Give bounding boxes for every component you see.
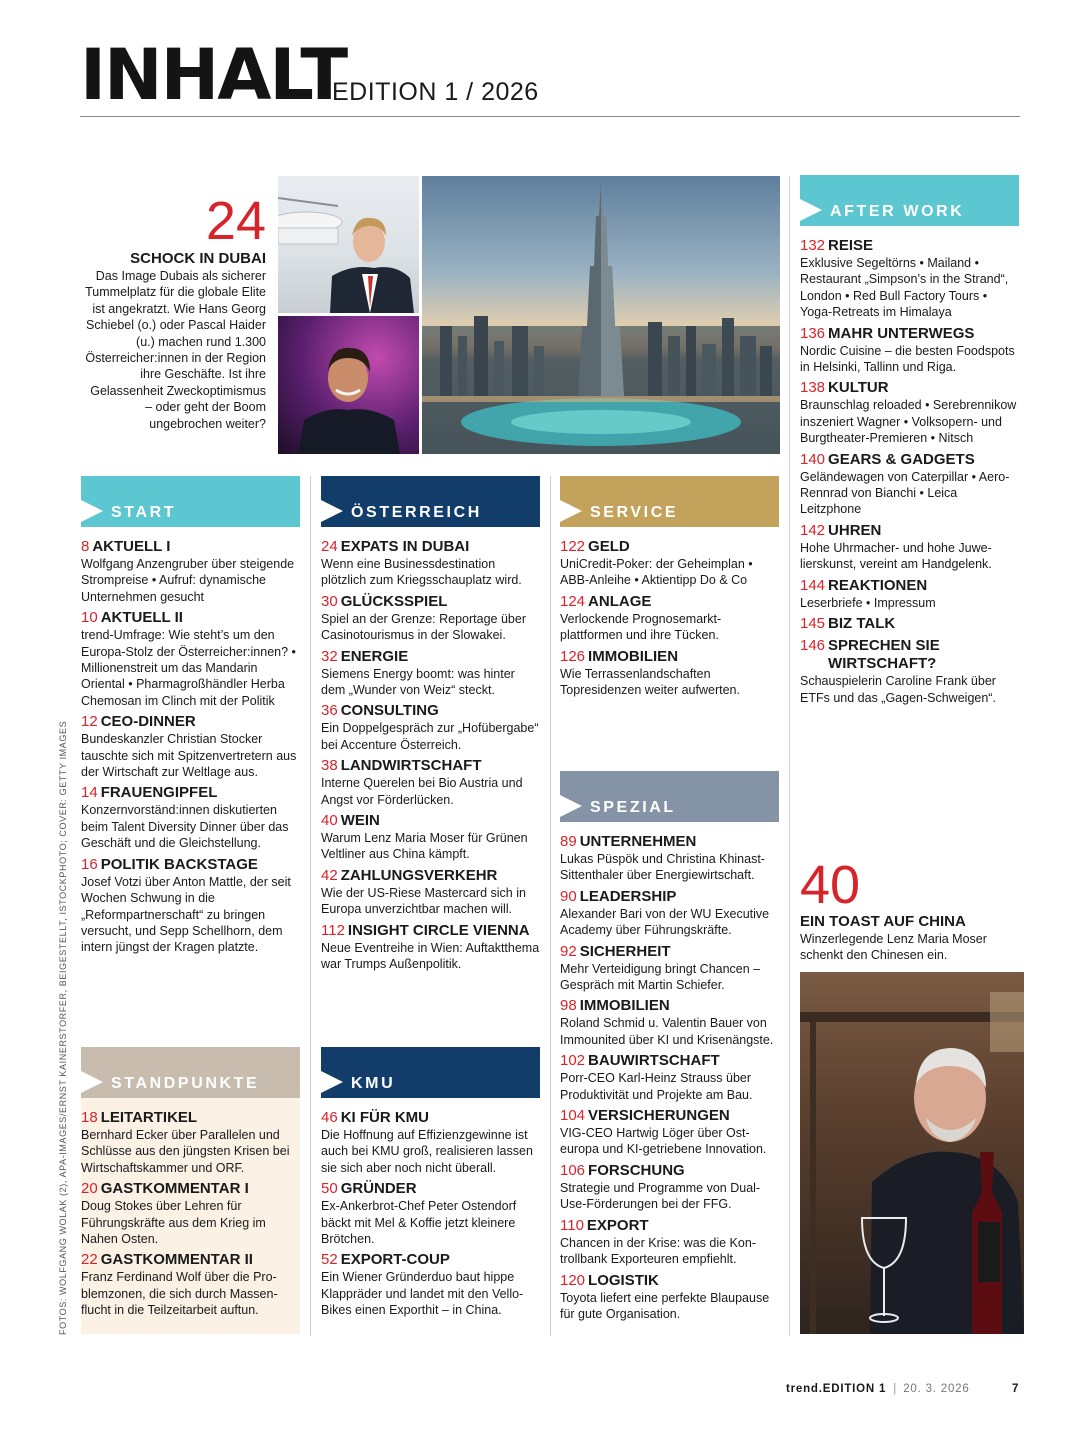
entry-description: Leserbriefe • Impressum bbox=[800, 595, 936, 610]
entry-page: 38 bbox=[321, 757, 338, 775]
toc-entry[interactable] bbox=[800, 637, 1019, 706]
entry-title: GASTKOMMENTAR II bbox=[100, 1251, 253, 1269]
toc-entry[interactable] bbox=[800, 379, 1019, 446]
arrow-right-icon bbox=[321, 500, 343, 522]
entry-description: Ein Wiener Gründerduo baut hippe Klappräder und landet mit den Vello-Bikes einen Exporthit – in China. bbox=[321, 1270, 524, 1318]
entry-description: Wolfgang Anzengruber über steigende Strompreise • Aufruf: dynamische Unternehmen gesucht bbox=[81, 557, 295, 604]
entry-title: CEO-DINNER bbox=[100, 713, 196, 731]
entry-page: 24 bbox=[321, 538, 338, 555]
entry-title: CONSULTING bbox=[340, 702, 439, 720]
entry-description: Alexander Bari von der WU Executive Academy über Führungskräfte. bbox=[560, 906, 770, 938]
section-service bbox=[560, 476, 779, 698]
page-title: INHALT bbox=[80, 34, 347, 116]
entry-page: 146 bbox=[800, 637, 826, 655]
toc-entry[interactable] bbox=[81, 609, 300, 709]
entry-title: SPRECHEN SIE WIRTSCHAFT? bbox=[828, 637, 940, 673]
entry-page: 122 bbox=[560, 538, 586, 555]
section-label: ÖSTERREICH bbox=[351, 504, 482, 521]
entry-description: Wenn eine Businessdestination plötzlich zum Kriegsschauplatz wird. bbox=[321, 557, 522, 588]
entry-title: INSIGHT CIRCLE VIENNA bbox=[347, 921, 530, 939]
toc-entry[interactable] bbox=[321, 757, 540, 808]
entry-title: EXPORT-COUP bbox=[340, 1251, 450, 1269]
entry-title: IMMOBILIEN bbox=[579, 997, 670, 1015]
entry-title: POLITIK BACKSTAGE bbox=[100, 855, 258, 873]
toc-entry[interactable] bbox=[81, 1109, 300, 1176]
entry-title: FORSCHUNG bbox=[588, 1161, 685, 1179]
arrow-right-icon bbox=[81, 500, 103, 522]
toc-entry[interactable] bbox=[321, 1109, 540, 1176]
entry-description: Porr-CEO Karl-Heinz Strauss über Produktivität und Projekte am Bau. bbox=[560, 1071, 753, 1102]
entry-title: REAKTIONEN bbox=[828, 576, 928, 594]
toc-entry[interactable] bbox=[560, 648, 779, 699]
dubai-skyline-photo bbox=[422, 176, 780, 454]
entry-title: GEARS & GADGETS bbox=[828, 450, 975, 468]
entry-page: 90 bbox=[560, 887, 577, 905]
entry-description: Ein Doppelgespräch zur „Hofübergabe“ bei Accenture Österreich. bbox=[321, 721, 539, 752]
section-header-standpunkte bbox=[81, 1047, 300, 1098]
entry-title: BIZ TALK bbox=[828, 615, 896, 633]
arrow-right-icon bbox=[560, 795, 582, 817]
section-label: STANDPUNKTE bbox=[111, 1075, 260, 1092]
entry-title: LEITARTIKEL bbox=[100, 1109, 198, 1126]
entry-title: UHREN bbox=[828, 521, 882, 539]
toc-entry[interactable] bbox=[800, 577, 1019, 611]
toc-entry[interactable] bbox=[81, 713, 300, 780]
entry-description: Mehr Verteidigung bringt Chancen – Gespräch mit Martin Schiefer. bbox=[560, 961, 761, 993]
person-portrait-icon bbox=[278, 316, 419, 454]
toc-entry[interactable] bbox=[560, 1107, 779, 1158]
entry-title: REISE bbox=[828, 237, 874, 254]
winemaker-photo bbox=[800, 972, 1024, 1334]
entry-page: 18 bbox=[81, 1109, 98, 1126]
person-portrait-icon bbox=[800, 972, 1024, 1334]
entry-page: 42 bbox=[321, 866, 338, 884]
entry-title: KI FÜR KMU bbox=[340, 1109, 430, 1126]
toc-entry[interactable] bbox=[800, 237, 1019, 321]
toc-entry[interactable] bbox=[560, 593, 779, 644]
toc-entry[interactable] bbox=[560, 1052, 779, 1103]
toc-entry[interactable] bbox=[800, 615, 1019, 633]
entry-description: VIG-CEO Hartwig Löger über Osteuropa und KI-getriebene Innovation. bbox=[560, 1126, 767, 1157]
entry-description: Strategie und Programme von Dual-Use-Förderungen bei der FFG. bbox=[560, 1180, 761, 1212]
entry-description: Wie Terrassenlandschaften Topresidenzen weiter aufwerten. bbox=[560, 666, 740, 698]
lead-story-page: 24 bbox=[205, 191, 266, 251]
entry-description: Geländewagen von Caterpillar • Aero-Rennrad von Bianchi • Leica Leitzphone bbox=[800, 469, 1010, 517]
lead-story-title: SCHOCK IN DUBAI bbox=[130, 250, 266, 267]
entry-description: Braunschlag reloaded • Serebrennikow inszeniert Wagner • Volksopern- und Burgtheater-Premieren • Nitsch bbox=[800, 398, 1017, 446]
arrow-right-icon bbox=[800, 199, 822, 221]
entry-title: IMMOBILIEN bbox=[588, 647, 679, 665]
entry-title: MAHR UNTERWEGS bbox=[828, 324, 975, 342]
entry-page: 89 bbox=[560, 833, 577, 850]
entry-page: 138 bbox=[800, 379, 826, 397]
toc-entry[interactable] bbox=[800, 325, 1019, 376]
entry-page: 14 bbox=[81, 784, 98, 802]
toc-entry[interactable] bbox=[321, 1180, 540, 1247]
entry-description: Konzernvorständ:innen diskutierten beim Talent Diversity Dinner über das Geschäft und die Gleichstellung. bbox=[81, 803, 289, 851]
toc-entry[interactable] bbox=[81, 538, 300, 605]
entry-page: 145 bbox=[800, 615, 826, 633]
entry-title: BAUWIRTSCHAFT bbox=[588, 1052, 720, 1070]
entry-title: SICHERHEIT bbox=[579, 942, 671, 960]
toc-entry[interactable] bbox=[321, 593, 540, 644]
toc-entry[interactable] bbox=[321, 922, 540, 973]
entry-description: Schauspielerin Caroline Frank über ETFs und das „Gagen-Schweigen“. bbox=[800, 674, 996, 705]
entry-description: Die Hoffnung auf Effizienzgewinne ist auch bei KMU groß, realisieren lassen sie sich aber noch nicht überall. bbox=[321, 1128, 533, 1175]
entry-page: 126 bbox=[560, 647, 586, 665]
entry-description: Toyota liefert eine perfekte Blaupause für gute Organisation. bbox=[560, 1290, 770, 1321]
section-label: SERVICE bbox=[590, 504, 679, 521]
section-label: KMU bbox=[351, 1075, 396, 1092]
entry-title: AKTUELL II bbox=[100, 609, 183, 627]
entry-title: LEADERSHIP bbox=[579, 887, 677, 905]
section-spezial bbox=[560, 771, 779, 1322]
lead-story[interactable] bbox=[80, 191, 266, 432]
toc-entry[interactable] bbox=[321, 702, 540, 753]
entry-title: GASTKOMMENTAR I bbox=[100, 1180, 249, 1198]
entry-page: 10 bbox=[81, 609, 98, 627]
entry-page: 120 bbox=[560, 1271, 586, 1289]
entry-description: Roland Schmid u. Valentin Bauer von Immounited über KI und Krisenängste. bbox=[560, 1016, 774, 1047]
entry-page: 102 bbox=[560, 1052, 586, 1070]
entry-description: Neue Eventreihe in Wien: Auftaktthema war Trumps Außenpolitik. bbox=[321, 940, 540, 972]
skyline-icon bbox=[422, 176, 780, 454]
toc-entry[interactable] bbox=[321, 538, 540, 589]
toc-entry[interactable] bbox=[560, 833, 779, 884]
toc-entry[interactable] bbox=[560, 1272, 779, 1323]
entry-page: 136 bbox=[800, 324, 826, 342]
entry-description: Hohe Uhrmacher- und hohe Juwelierskunst, vereint am Handgelenk. bbox=[800, 540, 992, 572]
entry-title: ENERGIE bbox=[340, 647, 409, 665]
toc-entry[interactable] bbox=[560, 1162, 779, 1213]
entry-page: 20 bbox=[81, 1180, 98, 1198]
entry-page: 8 bbox=[81, 538, 90, 555]
entry-description: Bernhard Ecker über Parallelen und Schlüsse aus den jüngsten Krisen bei Wirtschaftskammer und ORF. bbox=[81, 1128, 290, 1175]
section-label: AFTER WORK bbox=[830, 203, 965, 220]
toc-entry[interactable] bbox=[81, 856, 300, 956]
section-header-start bbox=[81, 476, 300, 527]
entry-description: Siemens Energy boomt: was hinter dem „Wunder von Weiz“ steckt. bbox=[321, 666, 515, 698]
section-label: SPEZIAL bbox=[590, 799, 676, 816]
entry-description: Josef Votzi über Anton Mattle, der seit Wochen Schwung in die „Reformpartnerschaft“ zu bringen versucht, und Sepp Schellhorn, dem intern jüngst der Kragen platzte. bbox=[81, 874, 291, 955]
toc-entry[interactable] bbox=[560, 997, 779, 1048]
photo-credit: FOTOS: WOLFGANG WOLAK (2), APA-IMAGES/ERNST KAINERSTORFER, BEIGESTELLT, ISTOCKPHOTO; COVER: GETTY IMAGES bbox=[58, 720, 68, 1335]
entry-title: UNTERNEHMEN bbox=[579, 833, 697, 850]
entry-page: 142 bbox=[800, 521, 826, 539]
column-divider bbox=[550, 476, 551, 1336]
header-divider bbox=[80, 116, 1020, 117]
toc-entry[interactable] bbox=[81, 784, 300, 851]
portrait-photo-schiebel bbox=[278, 176, 419, 313]
entry-title: GRÜNDER bbox=[340, 1180, 417, 1198]
entry-description: Franz Ferdinand Wolf über die Problemzonen, die sich durch Massenflucht in die Teilzeitarbeit auftun. bbox=[81, 1270, 278, 1318]
page-footer bbox=[786, 1383, 970, 1395]
entry-description: Warum Lenz Maria Moser für Grünen Veltliner aus China kämpft. bbox=[321, 831, 528, 862]
entry-title: LANDWIRTSCHAFT bbox=[340, 757, 482, 775]
toc-entry[interactable] bbox=[800, 451, 1019, 518]
entry-page: 98 bbox=[560, 997, 577, 1015]
entry-description: Spiel an der Grenze: Reportage über Casinotourismus in der Slowakei. bbox=[321, 611, 526, 643]
entry-page: 106 bbox=[560, 1161, 586, 1179]
entry-page: 12 bbox=[81, 713, 98, 731]
entry-description: Nordic Cuisine – die besten Foodspots in Helsinki, Tallinn und Riga. bbox=[800, 343, 1015, 375]
toc-entry[interactable] bbox=[560, 538, 779, 589]
footer-separator: | bbox=[893, 1383, 897, 1395]
arrow-right-icon bbox=[81, 1071, 103, 1093]
toc-entry[interactable] bbox=[81, 1180, 300, 1247]
person-portrait-icon bbox=[278, 176, 419, 313]
footer-date: 20. 3. 2026 bbox=[903, 1383, 970, 1395]
entry-page: 104 bbox=[560, 1107, 586, 1125]
section-start bbox=[81, 476, 300, 956]
feature-story-description: Winzerlegende Lenz Maria Moser schenkt den Chinesen ein. bbox=[800, 932, 987, 963]
entry-title: GLÜCKSSPIEL bbox=[340, 592, 448, 610]
footer-brand: trend.EDITION 1 bbox=[786, 1383, 887, 1395]
feature-story-title: EIN TOAST AUF CHINA bbox=[800, 913, 966, 930]
entry-description: Exklusive Segeltörns • Mailand • Restaurant „Simpson’s in the Strand“, London • Red Bull Factory Tours • Yoga-Retreats im Himalaya bbox=[800, 256, 1009, 320]
entry-page: 30 bbox=[321, 592, 338, 610]
section-header-kmu bbox=[321, 1047, 540, 1098]
entry-title: ZAHLUNGSVERKEHR bbox=[340, 866, 498, 884]
section-oesterreich bbox=[321, 476, 540, 973]
toc-entry[interactable] bbox=[560, 943, 779, 994]
entry-page: 52 bbox=[321, 1251, 338, 1269]
entry-title: EXPORT bbox=[586, 1216, 649, 1234]
entry-title: GELD bbox=[588, 538, 630, 555]
toc-entry[interactable] bbox=[800, 522, 1019, 573]
entry-page: 140 bbox=[800, 450, 826, 468]
portrait-photo-haider bbox=[278, 316, 419, 454]
section-kmu bbox=[321, 1047, 540, 1319]
section-after-work bbox=[800, 175, 1019, 706]
lead-story-description: Das Image Dubais als sicherer Tummelplatz für die globale Elite ist angekratzt. Wie Hans Georg Schiebel (o.) oder Pascal Haider (u.) machen rund 1.300 Österreicher:innen in der Region ihre Geschäfte. Ist ihre Gelassenheit Zweckoptimismus – oder geht der Boom ungebrochen weiter? bbox=[85, 269, 266, 431]
entry-page: 144 bbox=[800, 576, 826, 594]
entry-page: 40 bbox=[321, 812, 338, 830]
entry-title: WEIN bbox=[340, 812, 380, 830]
entry-page: 36 bbox=[321, 702, 338, 720]
entry-page: 46 bbox=[321, 1109, 338, 1126]
entry-title: FRAUENGIPFEL bbox=[100, 784, 218, 802]
entry-page: 32 bbox=[321, 647, 338, 665]
entry-page: 132 bbox=[800, 237, 826, 254]
entry-page: 22 bbox=[81, 1251, 98, 1269]
entry-description: Doug Stokes über Lehren für Führungskräfte aus dem Krieg im Nahen Osten. bbox=[81, 1199, 266, 1247]
feature-story-page: 40 bbox=[800, 855, 861, 915]
entry-page: 92 bbox=[560, 942, 577, 960]
toc-entry[interactable] bbox=[321, 1251, 540, 1318]
toc-entry[interactable] bbox=[81, 1251, 300, 1318]
toc-entry[interactable] bbox=[321, 648, 540, 699]
entry-title: AKTUELL I bbox=[92, 538, 171, 555]
column-divider bbox=[310, 476, 311, 1336]
entry-page: 112 bbox=[321, 921, 345, 939]
entry-title: EXPATS IN DUBAI bbox=[340, 538, 470, 555]
entry-title: ANLAGE bbox=[588, 592, 652, 610]
entry-page: 50 bbox=[321, 1180, 338, 1198]
entry-title: LOGISTIK bbox=[588, 1271, 659, 1289]
entry-page: 110 bbox=[560, 1216, 584, 1234]
edition-label: EDITION 1 / 2026 bbox=[332, 78, 539, 106]
section-header-oesterreich bbox=[321, 476, 540, 527]
entry-description: Chancen in der Krise: was die Kontrollbank Exporteuren empfiehlt. bbox=[560, 1235, 756, 1267]
section-standpunkte bbox=[81, 1047, 300, 1334]
entry-description: trend-Umfrage: Wie steht’s um den Europa-Stolz der Österreicher:innen? • Millionenstreit um das Mandarin Oriental • Pharmagroßhändler Herba Chemosan im Clinch mit der Politik bbox=[81, 628, 296, 708]
toc-entry[interactable] bbox=[321, 812, 540, 863]
toc-entry[interactable] bbox=[560, 1217, 779, 1268]
entry-description: UniCredit-Poker: der Geheimplan • ABB-Anleihe • Aktientipp Do & Co bbox=[560, 557, 753, 588]
feature-story[interactable] bbox=[800, 855, 1019, 964]
section-label: START bbox=[111, 504, 177, 521]
entry-description: Wie der US-Riese Mastercard sich in Europa unverzichtbar machen will. bbox=[321, 885, 526, 917]
entry-description: Ex-Ankerbrot-Chef Peter Ostendorf bäckt mit Mel & Koffie jetzt kleinere Brötchen. bbox=[321, 1199, 517, 1247]
entry-page: 124 bbox=[560, 592, 586, 610]
section-header-spezial bbox=[560, 771, 779, 822]
toc-entry[interactable] bbox=[321, 867, 540, 918]
arrow-right-icon bbox=[321, 1071, 343, 1093]
entry-title: KULTUR bbox=[828, 379, 889, 397]
section-header-service bbox=[560, 476, 779, 527]
page-number: 7 bbox=[1012, 1383, 1019, 1395]
section-header-after-work bbox=[800, 175, 1019, 226]
column-divider bbox=[789, 176, 790, 1336]
entry-description: Bundeskanzler Christian Stocker tauschte sich mit Spitzenvertretern aus der Wirtschaft zur Weltlage aus. bbox=[81, 732, 297, 780]
entry-title: VERSICHERUNGEN bbox=[588, 1107, 730, 1125]
toc-entry[interactable] bbox=[560, 888, 779, 939]
entry-description: Lukas Püspök und Christina Khinast-Sittenthaler über Energiewirtschaft. bbox=[560, 852, 765, 883]
entry-description: Interne Querelen bei Bio Austria und Angst vor Förderlücken. bbox=[321, 776, 523, 807]
arrow-right-icon bbox=[560, 500, 582, 522]
entry-page: 16 bbox=[81, 855, 98, 873]
page-header bbox=[80, 36, 1020, 118]
entry-description: Verlockende Prognosemarktplattformen und ihre Tücken. bbox=[560, 611, 722, 643]
